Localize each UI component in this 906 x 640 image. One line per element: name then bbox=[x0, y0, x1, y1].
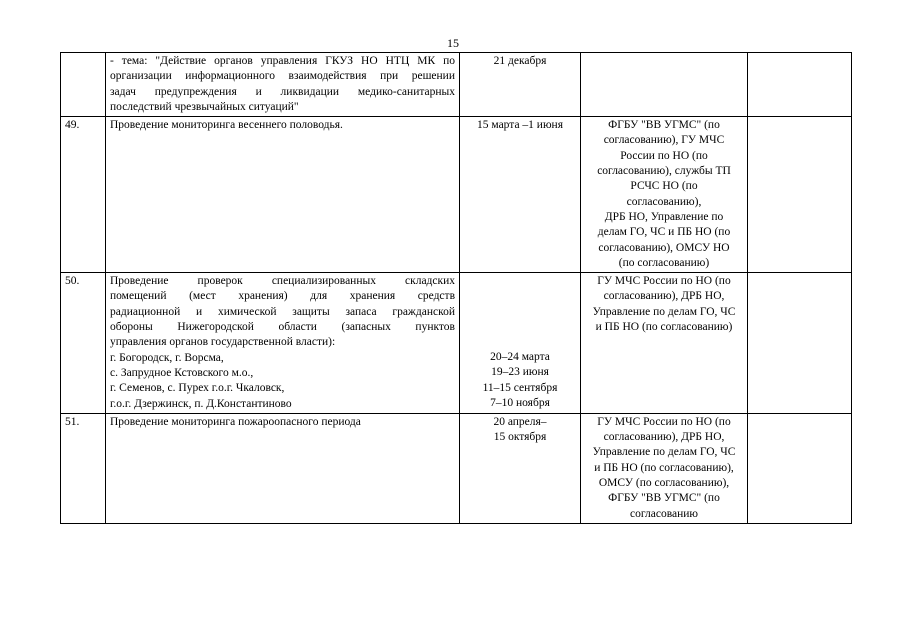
responsible-line: согласованию), ДРБ НО, bbox=[603, 290, 725, 303]
date-line: 20–24 марта bbox=[490, 351, 550, 364]
page-number: 15 bbox=[447, 36, 459, 50]
responsible-line: согласованию bbox=[630, 507, 698, 520]
table-row bbox=[61, 273, 852, 414]
event-line: последствий чрезвычайных ситуаций" bbox=[110, 100, 299, 113]
event-line: Проведение проверок специализированных складских bbox=[110, 275, 455, 288]
responsible-line: согласованию), службы ТП bbox=[597, 165, 731, 178]
row-number-cell: 51. bbox=[61, 413, 106, 523]
responsible-line: ФГБУ "ВВ УГМС" (по bbox=[608, 119, 720, 132]
responsible-line: согласованию), ДРБ НО, bbox=[603, 431, 725, 444]
responsible-line: согласованию), bbox=[626, 195, 702, 208]
responsible-line: делам ГО, ЧС и ПБ НО (по bbox=[597, 226, 731, 239]
date-line: 7–10 ноября bbox=[490, 397, 550, 410]
table-row bbox=[61, 413, 852, 523]
event-cell bbox=[106, 273, 460, 414]
responsible-line: РСЧС НО (по bbox=[630, 180, 698, 193]
date-line: 21 декабря bbox=[493, 55, 547, 67]
date-spacer bbox=[464, 274, 576, 350]
responsible-line: согласованию), ГУ МЧС bbox=[603, 134, 725, 147]
row-number-cell bbox=[61, 53, 106, 117]
note-cell bbox=[748, 413, 852, 523]
responsible-cell bbox=[581, 53, 748, 117]
date-cell bbox=[460, 53, 581, 117]
event-line: обороны Нижегородской области (запасных пунктов bbox=[110, 321, 455, 334]
note-cell bbox=[748, 273, 852, 414]
event-cell bbox=[106, 53, 460, 117]
date-line: 20 апреля– bbox=[493, 415, 547, 428]
responsible-line: Управление по делам ГО, ЧС bbox=[592, 446, 736, 459]
table-row bbox=[61, 117, 852, 273]
event-line: с. Запрудное Кстовского м.о., bbox=[110, 366, 254, 379]
responsible-cell bbox=[581, 117, 748, 273]
responsible-line: ДРБ НО, Управление по bbox=[604, 210, 724, 223]
table-row bbox=[61, 53, 852, 117]
responsible-line: Управление по делам ГО, ЧС bbox=[592, 305, 736, 318]
date-cell bbox=[460, 273, 581, 414]
event-line: управления органов государственной власти): bbox=[110, 336, 336, 349]
row-number-cell: 50. bbox=[61, 273, 106, 414]
note-cell bbox=[748, 117, 852, 273]
event-line: помещений (мест хранения) для хранения средств bbox=[110, 290, 455, 303]
event-line: задач предупреждения и ликвидации медико-санитарных bbox=[110, 85, 455, 98]
responsible-line: и ПБ НО (по согласованию) bbox=[595, 321, 733, 334]
event-line: г. Семенов, с. Пурех г.о.г. Чкаловск, bbox=[110, 382, 285, 395]
event-line: Проведение мониторинга весеннего половодья. bbox=[110, 119, 343, 132]
responsible-line: ГУ МЧС России по НО (по bbox=[597, 275, 731, 288]
event-line: г. Богородск, г. Ворсма, bbox=[110, 351, 224, 364]
date-line: 15 октября bbox=[493, 431, 547, 444]
date-cell bbox=[460, 117, 581, 273]
event-line: - тема: "Действие органов управления ГКУЗ НО НТЦ МК по bbox=[110, 55, 455, 67]
date-line: 19–23 июня bbox=[491, 366, 549, 379]
responsible-line: ФГБУ "ВВ УГМС" (по bbox=[608, 492, 720, 505]
note-cell bbox=[748, 53, 852, 117]
row-number-cell: 49. bbox=[61, 117, 106, 273]
responsible-line: России по НО (по bbox=[620, 149, 708, 162]
event-line: г.о.г. Дзержинск, п. Д.Константиново bbox=[110, 397, 292, 410]
date-line: 15 марта –1 июня bbox=[477, 119, 563, 132]
event-cell bbox=[106, 413, 460, 523]
responsible-line: согласованию), ОМСУ НО bbox=[598, 241, 730, 254]
event-line: Проведение мониторинга пожароопасного периода bbox=[110, 415, 361, 428]
responsible-line: (по согласованию) bbox=[618, 256, 710, 269]
events-table bbox=[60, 52, 852, 524]
event-cell bbox=[106, 117, 460, 273]
responsible-line: ГУ МЧС России по НО (по bbox=[597, 415, 731, 428]
date-cell bbox=[460, 413, 581, 523]
responsible-cell bbox=[581, 413, 748, 523]
responsible-cell bbox=[581, 273, 748, 414]
responsible-line: и ПБ НО (по согласованию), bbox=[594, 461, 734, 474]
event-line: организации информационного взаимодействия при решении bbox=[110, 70, 455, 83]
date-line: 11–15 сентября bbox=[482, 381, 558, 394]
event-line: радиационной и химической защиты запаса гражданской bbox=[110, 305, 455, 318]
responsible-line: ОМСУ (по согласованию), bbox=[598, 477, 730, 490]
